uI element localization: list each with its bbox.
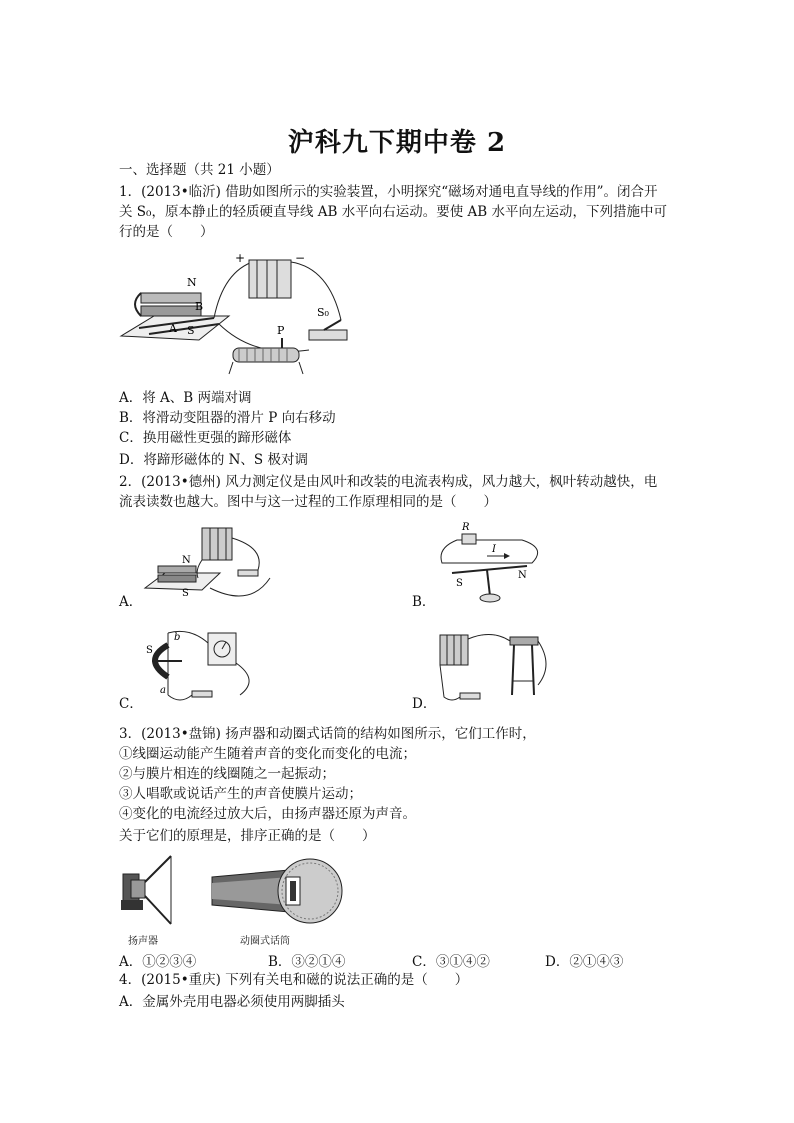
q2a-label-n: N xyxy=(182,555,191,566)
q2c-label-s: S xyxy=(146,645,153,656)
q3-option-c: C．③①④② xyxy=(412,954,490,970)
q2c-label-b: b xyxy=(174,632,181,643)
q3-stem-line-4: ③人唱歌或说话产生的声音使膜片运动； xyxy=(119,786,362,802)
q3-stem-line-5: ④变化的电流经过放大后，由扬声器还原为声音。 xyxy=(119,806,416,822)
q2c-label-a: a xyxy=(160,685,166,696)
q1-figure xyxy=(119,248,369,380)
q2-stem-line-1: 2．(2013•德州) 风力测定仪是由风叶和改装的电流表构成，风力越大，枫叶转动越快，电 xyxy=(119,474,658,490)
q2b-label-s: S xyxy=(456,578,463,589)
q1-fig-label-b: B xyxy=(195,300,204,313)
q3-caption-speaker: 扬声器 xyxy=(128,936,158,947)
q2-option-b-letter: B． xyxy=(412,594,436,610)
q2-option-c-figure xyxy=(140,625,270,710)
page-title: 沪科九下期中卷 2 xyxy=(287,128,507,158)
q1-stem-line-1: 1．(2013•临沂) 借助如图所示的实验装置，小明探究“磁场对通电直导线的作用”。闭合开 xyxy=(119,184,658,200)
q3-speaker-figure xyxy=(119,852,179,928)
q2b-label-n: N xyxy=(518,570,527,581)
q2-option-c-letter: C． xyxy=(119,696,143,712)
q3-stem-line-6: 关于它们的原理是，排序正确的是（ ） xyxy=(119,828,376,844)
q1-fig-label-minus: − xyxy=(295,251,306,265)
q3-caption-microphone: 动圈式话筒 xyxy=(240,936,290,947)
q4-stem: 4．(2015•重庆) 下列有关电和磁的说法正确的是（ ） xyxy=(119,972,469,988)
q1-fig-label-n: N xyxy=(187,276,197,289)
q2a-label-s: S xyxy=(182,588,189,599)
q3-option-a: A．①②③④ xyxy=(119,954,197,970)
q3-option-b: B．③②①④ xyxy=(268,954,346,970)
q1-option-a: A．将 A、B 两端对调 xyxy=(119,390,252,406)
q2-stem-line-2: 流表读数也越大。图中与这一过程的工作原理相同的是（ ） xyxy=(119,494,497,510)
q3-microphone-figure xyxy=(210,855,345,927)
q1-fig-label-a: A xyxy=(169,322,177,335)
q2-option-d-figure xyxy=(432,625,552,710)
q2-option-a-figure xyxy=(140,518,290,608)
q1-fig-label-switch: S₀ xyxy=(317,306,329,319)
q1-fig-label-s: S xyxy=(187,324,195,337)
q2-option-d-letter: D． xyxy=(412,696,437,712)
q1-option-c: C．换用磁性更强的蹄形磁体 xyxy=(119,430,292,446)
q3-option-d: D．②①④③ xyxy=(545,954,624,970)
q4-option-a: A．金属外壳用电器必须使用两脚插头 xyxy=(119,994,345,1010)
q1-option-d: D．将蹄形磁体的 N、S 极对调 xyxy=(119,452,308,468)
q1-stem-line-3: 行的是（ ） xyxy=(119,224,214,240)
q3-stem-line-2: ①线圈运动能产生随着声音的变化而变化的电流； xyxy=(119,746,416,762)
q1-fig-label-p: P xyxy=(277,324,285,337)
q2-option-b-figure xyxy=(432,518,552,608)
q2b-label-i: I xyxy=(492,544,496,555)
q1-fig-label-plus: + xyxy=(235,251,246,265)
q3-stem-line-3: ②与膜片相连的线圈随之一起振动； xyxy=(119,766,335,782)
q1-option-b: B．将滑动变阻器的滑片 P 向右移动 xyxy=(119,410,336,426)
q2-option-a-letter: A． xyxy=(119,594,143,610)
q3-stem-line-1: 3．(2013•盘锦) 扬声器和动圈式话筒的结构如图所示，它们工作时， xyxy=(119,726,536,742)
section-heading: 一、选择题（共 21 小题） xyxy=(119,162,280,178)
q2b-label-r: R xyxy=(462,522,470,533)
q1-stem-line-2: 关 S₀，原本静止的轻质硬直导线 AB 水平向右运动。要使 AB 水平向左运动，下列措施中可 xyxy=(119,204,667,220)
